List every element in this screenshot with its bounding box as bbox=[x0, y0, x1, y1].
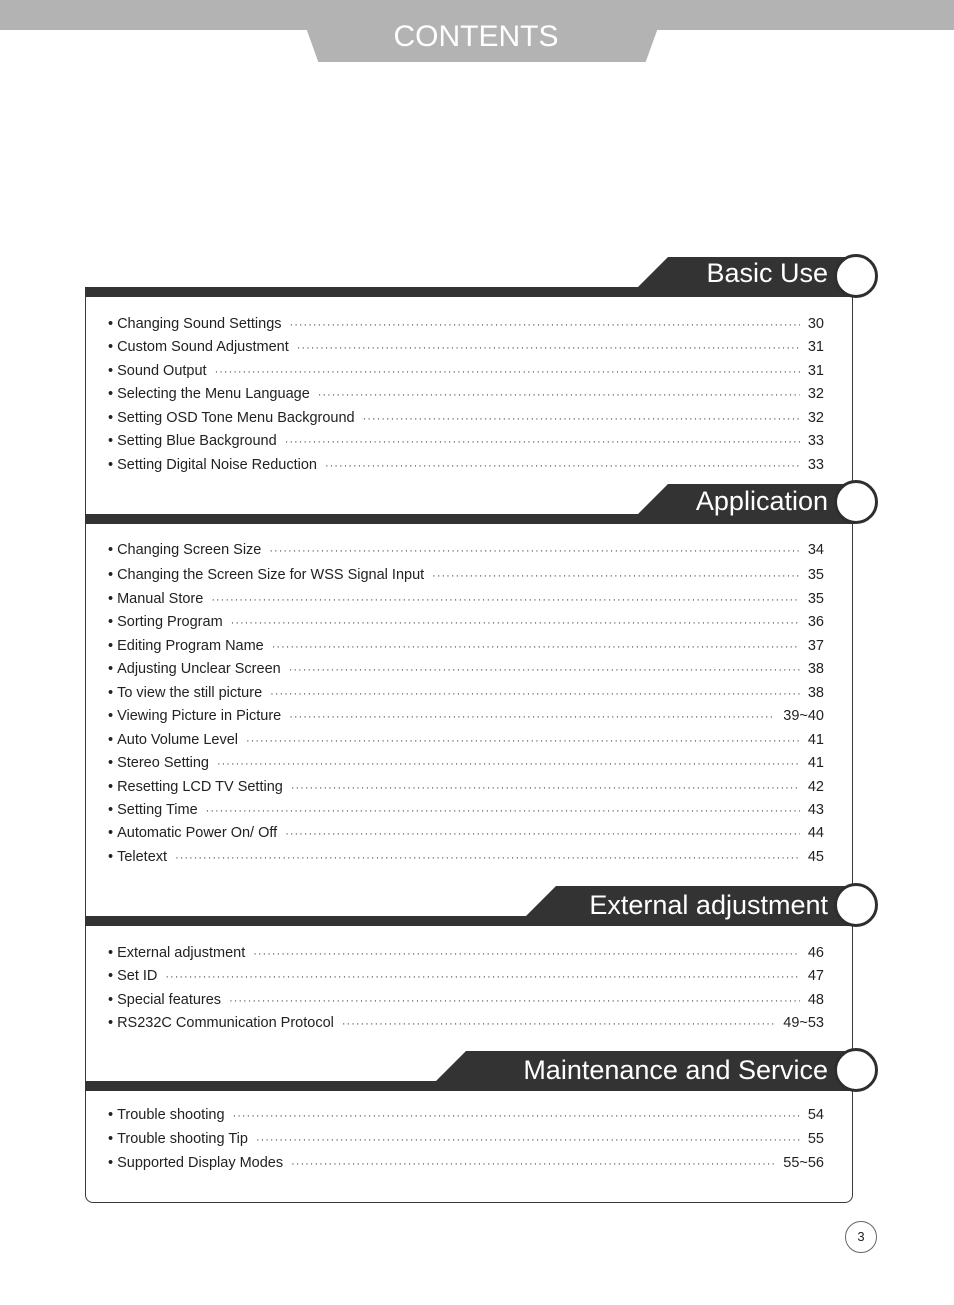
entry-label: Setting Blue Background bbox=[117, 433, 277, 449]
entry-label: RS232C Communication Protocol bbox=[117, 1015, 334, 1031]
entry-label: Stereo Setting bbox=[117, 755, 209, 771]
toc-entry[interactable]: • RS232C Communication Protocol ····· 49~53 bbox=[108, 1015, 824, 1035]
entry-page: 44 bbox=[807, 825, 824, 841]
toc-entry[interactable]: • Stereo Setting ····· 41 bbox=[108, 755, 824, 775]
entry-page: 48 bbox=[807, 992, 824, 1008]
entry-page: 33 bbox=[807, 457, 824, 473]
toc-entry[interactable]: • Manual Store ····· 35 bbox=[108, 591, 824, 611]
entry-label: Supported Display Modes bbox=[117, 1155, 284, 1171]
entry-page: 38 bbox=[807, 661, 824, 677]
toc-entry[interactable]: • Setting Blue Background ····· 33 bbox=[108, 433, 824, 453]
page-title: CONTENTS bbox=[393, 20, 559, 53]
toc-entry[interactable]: • Automatic Power On/ Off ····· 44 bbox=[108, 825, 824, 845]
toc-entry[interactable]: • Teletext ····· 45 bbox=[108, 849, 824, 869]
toc-entry[interactable]: • Trouble shooting Tip ····· 55 bbox=[108, 1131, 824, 1151]
entry-page: 34 bbox=[807, 542, 824, 558]
entry-label: Sorting Program bbox=[117, 614, 223, 630]
toc-entry[interactable]: • External adjustment ····· 46 bbox=[108, 945, 824, 965]
entry-label: Trouble shooting Tip bbox=[117, 1131, 248, 1147]
section-circle bbox=[834, 254, 878, 298]
section-circle bbox=[834, 480, 878, 524]
entry-page: 43 bbox=[807, 802, 824, 818]
toc-entry[interactable]: • Editing Program Name ····· 37 bbox=[108, 638, 824, 658]
entry-page: 38 bbox=[807, 685, 824, 701]
entry-label: Changing Screen Size bbox=[117, 542, 262, 558]
entry-label: External adjustment bbox=[117, 945, 246, 961]
entry-page: 55~56 bbox=[783, 1155, 824, 1171]
entry-page: 42 bbox=[807, 779, 824, 795]
entry-label: Viewing Picture in Picture bbox=[117, 708, 282, 724]
toc-entry[interactable]: • To view the still picture ····· 38 bbox=[108, 685, 824, 705]
entry-label: Manual Store bbox=[117, 591, 204, 607]
entry-page: 41 bbox=[807, 755, 824, 771]
entry-label: Changing Sound Settings bbox=[117, 316, 282, 332]
toc-entry[interactable]: • Trouble shooting ····· 54 bbox=[108, 1107, 824, 1127]
section-title-external-adjustment: External adjustment bbox=[589, 890, 828, 920]
toc-entry[interactable]: • Auto Volume Level ····· 41 bbox=[108, 732, 824, 752]
entry-page: 36 bbox=[807, 614, 824, 630]
page-number: 3 bbox=[845, 1221, 877, 1253]
entry-label: Sound Output bbox=[117, 363, 207, 379]
toc-entry[interactable]: • Supported Display Modes ····· 55~56 bbox=[108, 1155, 824, 1175]
entry-label: Adjusting Unclear Screen bbox=[117, 661, 281, 677]
toc-entry[interactable]: • Sorting Program ····· 36 bbox=[108, 614, 824, 634]
toc-entry[interactable]: • Selecting the Menu Language ····· 32 bbox=[108, 386, 824, 406]
entry-label: To view the still picture bbox=[117, 685, 263, 701]
entry-label: Teletext bbox=[117, 849, 168, 865]
toc-entry[interactable]: • Changing the Screen Size for WSS Signal Input ····· 35 bbox=[108, 567, 824, 587]
entry-page: 41 bbox=[807, 732, 824, 748]
entry-label: Resetting LCD TV Setting bbox=[117, 779, 283, 795]
toc-entry[interactable]: • Setting OSD Tone Menu Background ····· 32 bbox=[108, 410, 824, 430]
entry-label: Custom Sound Adjustment bbox=[117, 339, 289, 355]
section-title-maintenance-and-service: Maintenance and Service bbox=[523, 1055, 828, 1085]
entry-page: 45 bbox=[807, 849, 824, 865]
section-bar bbox=[85, 287, 855, 297]
toc-entry[interactable]: • Adjusting Unclear Screen ····· 38 bbox=[108, 661, 824, 681]
entry-page: 32 bbox=[807, 410, 824, 426]
toc-entry[interactable]: • Setting Digital Noise Reduction ····· 33 bbox=[108, 457, 824, 477]
entry-label: Auto Volume Level bbox=[117, 732, 238, 748]
toc-entry[interactable]: • Resetting LCD TV Setting ····· 42 bbox=[108, 779, 824, 799]
entry-page: 35 bbox=[807, 567, 824, 583]
toc-entry[interactable]: • Changing Screen Size ····· 34 bbox=[108, 542, 824, 562]
section-circle bbox=[834, 1048, 878, 1092]
toc-entry[interactable]: • Special features ····· 48 bbox=[108, 992, 824, 1012]
entry-page: 32 bbox=[807, 386, 824, 402]
entry-label: Editing Program Name bbox=[117, 638, 264, 654]
toc-entry[interactable]: • Sound Output ····· 31 bbox=[108, 363, 824, 383]
toc-entry[interactable]: • Changing Sound Settings ····· 30 bbox=[108, 316, 824, 336]
toc-entry[interactable]: • Setting Time ····· 43 bbox=[108, 802, 824, 822]
entry-page: 31 bbox=[807, 363, 824, 379]
section-circle bbox=[834, 883, 878, 927]
toc-entry[interactable]: • Set ID ····· 47 bbox=[108, 968, 824, 988]
entry-page: 49~53 bbox=[783, 1015, 824, 1031]
entry-label: Automatic Power On/ Off bbox=[117, 825, 278, 841]
entry-label: Setting OSD Tone Menu Background bbox=[117, 410, 355, 426]
entry-page: 35 bbox=[807, 591, 824, 607]
entry-page: 39~40 bbox=[783, 708, 824, 724]
entry-label: Changing the Screen Size for WSS Signal Input bbox=[117, 567, 425, 583]
entry-label: Selecting the Menu Language bbox=[117, 386, 310, 402]
entry-page: 31 bbox=[807, 339, 824, 355]
toc-entry[interactable]: • Custom Sound Adjustment ····· 31 bbox=[108, 339, 824, 359]
entry-page: 33 bbox=[807, 433, 824, 449]
entry-label: Setting Time bbox=[117, 802, 198, 818]
toc-entry[interactable]: • Viewing Picture in Picture ····· 39~40 bbox=[108, 708, 824, 728]
entry-page: 30 bbox=[807, 316, 824, 332]
entry-page: 46 bbox=[807, 945, 824, 961]
entry-page: 55 bbox=[807, 1131, 824, 1147]
entry-page: 54 bbox=[807, 1107, 824, 1123]
section-title-application: Application bbox=[695, 486, 828, 516]
entry-label: Special features bbox=[117, 992, 222, 1008]
entry-label: Set ID bbox=[117, 968, 158, 984]
entry-label: Trouble shooting bbox=[117, 1107, 225, 1123]
entry-label: Setting Digital Noise Reduction bbox=[117, 457, 317, 473]
entry-page: 47 bbox=[807, 968, 824, 984]
entry-page: 37 bbox=[807, 638, 824, 654]
section-title-basic-use: Basic Use bbox=[706, 258, 828, 288]
